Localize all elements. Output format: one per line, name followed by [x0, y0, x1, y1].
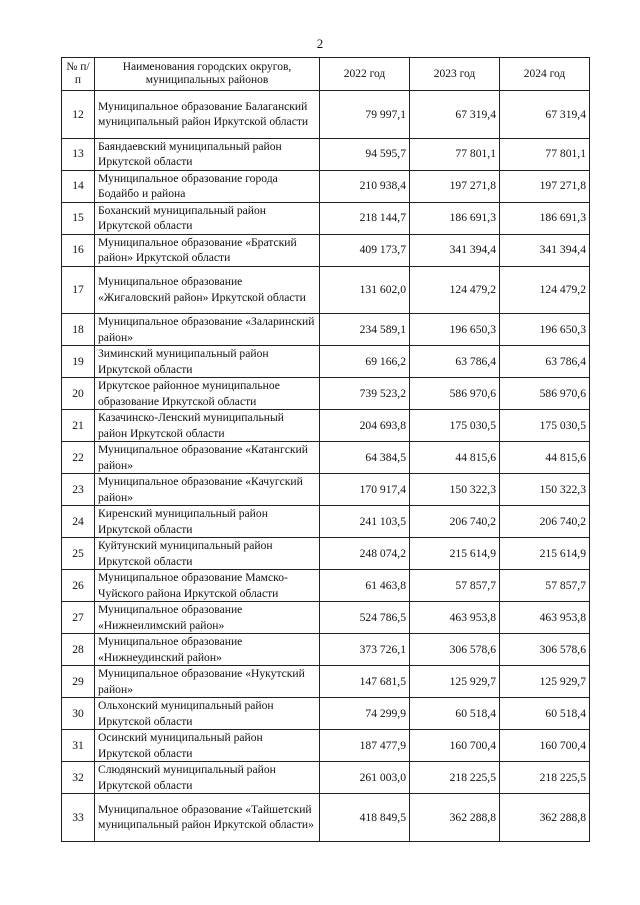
row-number: 14 [62, 170, 95, 202]
table-row [62, 762, 590, 794]
value-2023: 124 479,2 [410, 266, 500, 314]
table-row [62, 634, 590, 666]
table-row [62, 378, 590, 410]
row-name: Муниципальное образование города Бодайбо и района [95, 170, 320, 202]
value-2024: 362 288,8 [500, 794, 590, 842]
row-name: Муниципальное образование Балаганский муниципальный район Иркутской области [95, 91, 320, 139]
table-row [62, 506, 590, 538]
value-2023: 362 288,8 [410, 794, 500, 842]
row-name: Муниципальное образование «Жигаловский район» Иркутской области [95, 266, 320, 314]
row-name: Баяндаевский муниципальный район Иркутской области [95, 138, 320, 170]
row-number: 25 [62, 538, 95, 570]
table-row [62, 570, 590, 602]
row-number: 22 [62, 442, 95, 474]
value-2023: 67 319,4 [410, 91, 500, 139]
table-row [62, 794, 590, 842]
value-2024: 125 929,7 [500, 666, 590, 698]
value-2023: 125 929,7 [410, 666, 500, 698]
row-number: 28 [62, 634, 95, 666]
value-2024: 44 815,6 [500, 442, 590, 474]
row-number: 32 [62, 762, 95, 794]
value-2022: 204 693,8 [320, 410, 410, 442]
value-2022: 241 103,5 [320, 506, 410, 538]
row-name: Муниципальное образование «Тайшетский муниципальный район Иркутской области» [95, 794, 320, 842]
value-2022: 74 299,9 [320, 698, 410, 730]
table-row [62, 346, 590, 378]
table-header-row [62, 58, 590, 91]
value-2022: 94 595,7 [320, 138, 410, 170]
value-2023: 586 970,6 [410, 378, 500, 410]
value-2023: 341 394,4 [410, 234, 500, 266]
value-2023: 63 786,4 [410, 346, 500, 378]
value-2023: 206 740,2 [410, 506, 500, 538]
row-name: Муниципальное образование «Нижнеудинский район» [95, 634, 320, 666]
row-name: Казачинско-Ленский муниципальный район Иркутской области [95, 410, 320, 442]
header-2022: 2022 год [320, 58, 410, 91]
value-2022: 261 003,0 [320, 762, 410, 794]
value-2024: 206 740,2 [500, 506, 590, 538]
row-name: Муниципальное образование «Нижнеилимский район» [95, 602, 320, 634]
row-number: 18 [62, 314, 95, 346]
row-number: 13 [62, 138, 95, 170]
value-2024: 124 479,2 [500, 266, 590, 314]
table-row [62, 410, 590, 442]
table-body [62, 91, 590, 842]
budget-table [61, 57, 590, 842]
table-row [62, 474, 590, 506]
value-2023: 60 518,4 [410, 698, 500, 730]
value-2022: 79 997,1 [320, 91, 410, 139]
row-number: 15 [62, 202, 95, 234]
value-2023: 57 857,7 [410, 570, 500, 602]
value-2022: 218 144,7 [320, 202, 410, 234]
value-2023: 77 801,1 [410, 138, 500, 170]
table-row [62, 202, 590, 234]
value-2023: 306 578,6 [410, 634, 500, 666]
value-2024: 60 518,4 [500, 698, 590, 730]
value-2022: 170 917,4 [320, 474, 410, 506]
table-row [62, 91, 590, 139]
table-row [62, 442, 590, 474]
table-row [62, 138, 590, 170]
page-number: 2 [316, 36, 324, 51]
row-number: 20 [62, 378, 95, 410]
header-2023: 2023 год [410, 58, 500, 91]
value-2022: 61 463,8 [320, 570, 410, 602]
header-name: Наименования городских округов, муниципальных районов [95, 58, 320, 91]
table-row [62, 730, 590, 762]
row-name: Боханский муниципальный район Иркутской области [95, 202, 320, 234]
value-2024: 77 801,1 [500, 138, 590, 170]
value-2024: 218 225,5 [500, 762, 590, 794]
row-name: Муниципальное образование «Нукутский район» [95, 666, 320, 698]
value-2022: 131 602,0 [320, 266, 410, 314]
value-2022: 524 786,5 [320, 602, 410, 634]
value-2022: 210 938,4 [320, 170, 410, 202]
value-2022: 248 074,2 [320, 538, 410, 570]
row-name: Иркутское районное муниципальное образование Иркутской области [95, 378, 320, 410]
value-2024: 463 953,8 [500, 602, 590, 634]
table-row [62, 538, 590, 570]
row-name: Осинский муниципальный район Иркутской области [95, 730, 320, 762]
value-2024: 57 857,7 [500, 570, 590, 602]
row-name: Зиминский муниципальный район Иркутской области [95, 346, 320, 378]
table-row [62, 314, 590, 346]
row-name: Муниципальное образование «Катангский район» [95, 442, 320, 474]
row-name: Киренский муниципальный район Иркутской области [95, 506, 320, 538]
row-number: 19 [62, 346, 95, 378]
row-number: 29 [62, 666, 95, 698]
row-name: Муниципальное образование «Братский район» Иркутской области [95, 234, 320, 266]
row-number: 30 [62, 698, 95, 730]
row-name: Муниципальное образование «Заларинский район» [95, 314, 320, 346]
value-2022: 373 726,1 [320, 634, 410, 666]
value-2023: 186 691,3 [410, 202, 500, 234]
row-number: 26 [62, 570, 95, 602]
table-row [62, 698, 590, 730]
value-2024: 215 614,9 [500, 538, 590, 570]
value-2024: 160 700,4 [500, 730, 590, 762]
value-2022: 64 384,5 [320, 442, 410, 474]
value-2024: 306 578,6 [500, 634, 590, 666]
row-name: Куйтунский муниципальный район Иркутской области [95, 538, 320, 570]
value-2022: 147 681,5 [320, 666, 410, 698]
row-name: Муниципальное образование «Качугский район» [95, 474, 320, 506]
table-row [62, 602, 590, 634]
row-number: 31 [62, 730, 95, 762]
row-number: 17 [62, 266, 95, 314]
row-name: Муниципальное образование Мамско-Чуйского района Иркутской области [95, 570, 320, 602]
value-2023: 196 650,3 [410, 314, 500, 346]
table-row [62, 170, 590, 202]
row-name: Ольхонский муниципальный район Иркутской области [95, 698, 320, 730]
value-2024: 175 030,5 [500, 410, 590, 442]
value-2024: 586 970,6 [500, 378, 590, 410]
value-2024: 341 394,4 [500, 234, 590, 266]
value-2022: 409 173,7 [320, 234, 410, 266]
value-2023: 44 815,6 [410, 442, 500, 474]
row-number: 16 [62, 234, 95, 266]
value-2024: 63 786,4 [500, 346, 590, 378]
table-row [62, 234, 590, 266]
value-2022: 418 849,5 [320, 794, 410, 842]
value-2024: 67 319,4 [500, 91, 590, 139]
header-num: № п/п [62, 58, 95, 91]
value-2024: 186 691,3 [500, 202, 590, 234]
row-number: 12 [62, 91, 95, 139]
value-2023: 160 700,4 [410, 730, 500, 762]
value-2022: 234 589,1 [320, 314, 410, 346]
table-row [62, 666, 590, 698]
table-row [62, 266, 590, 314]
row-number: 21 [62, 410, 95, 442]
value-2023: 463 953,8 [410, 602, 500, 634]
value-2023: 175 030,5 [410, 410, 500, 442]
value-2023: 218 225,5 [410, 762, 500, 794]
value-2023: 197 271,8 [410, 170, 500, 202]
value-2023: 150 322,3 [410, 474, 500, 506]
row-number: 24 [62, 506, 95, 538]
value-2023: 215 614,9 [410, 538, 500, 570]
row-name: Слюдянский муниципальный район Иркутской области [95, 762, 320, 794]
value-2022: 187 477,9 [320, 730, 410, 762]
value-2022: 69 166,2 [320, 346, 410, 378]
row-number: 23 [62, 474, 95, 506]
row-number: 27 [62, 602, 95, 634]
value-2024: 150 322,3 [500, 474, 590, 506]
value-2024: 196 650,3 [500, 314, 590, 346]
value-2022: 739 523,2 [320, 378, 410, 410]
row-number: 33 [62, 794, 95, 842]
value-2024: 197 271,8 [500, 170, 590, 202]
header-2024: 2024 год [500, 58, 590, 91]
